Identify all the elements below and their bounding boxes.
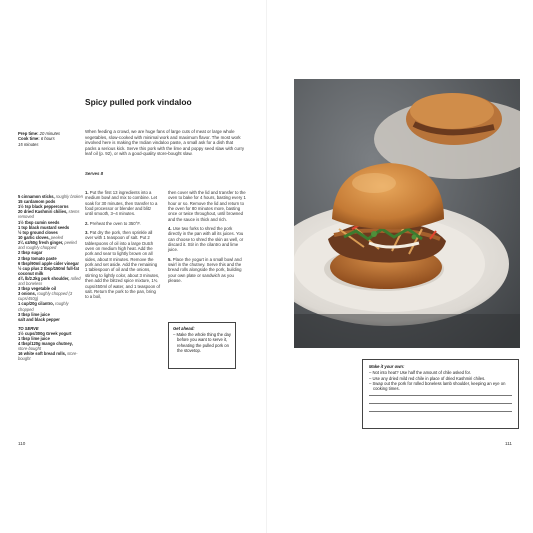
make-it-your-own-label: Make it your own: bbox=[369, 364, 405, 369]
to-serve-label: TO SERVE bbox=[18, 325, 39, 331]
cook-value: 6 hours bbox=[40, 136, 55, 142]
ingredient-item bbox=[18, 266, 84, 276]
ingredient-quantity: 1 cup/20g cilantro, bbox=[18, 301, 54, 307]
method-step bbox=[85, 230, 160, 299]
ingredient-quantity: 2 tbsp tomato paste bbox=[18, 255, 57, 261]
recipe-title: Spicy pulled pork vindaloo bbox=[85, 97, 192, 107]
ingredient-quantity: salt and black pepper bbox=[18, 316, 60, 322]
step-number: 1. bbox=[85, 190, 89, 195]
ingredient-quantity: 15 cardamom pods bbox=[18, 199, 56, 205]
recipe-intro: When feeding a crowd, we are huge fans of large cuts of meat or large whole vegetables, slow-cooked with minimal work and maximum flavor. The most work involved here is making the Indian vindaloo paste, a small ask for a dish that packs a serious kick. Serve this pork with the lime and poppy seed slaw with curry leaf oil (p. 92), or with a good-quality store-bought slaw. bbox=[85, 129, 245, 156]
ingredient-note: store-bought bbox=[18, 346, 41, 352]
make-it-your-own-box bbox=[362, 359, 519, 429]
recipe-photo bbox=[294, 79, 520, 348]
ingredient-quantity: 1 tbsp lime juice bbox=[18, 336, 50, 342]
ingredient-quantity: 3 onions, bbox=[18, 291, 36, 297]
ingredient-quantity: 1½ cups/300g Greek yogurt bbox=[18, 330, 72, 336]
ingredient-quantity: 20 dried Kashmiri chilies, bbox=[18, 209, 68, 215]
method-step bbox=[168, 257, 246, 284]
ingredient-quantity: 3 tbsp vegetable oil bbox=[18, 286, 56, 292]
ingredient-quantity: 5 cinnamon sticks, bbox=[18, 194, 55, 199]
ingredient-quantity: 2¼ oz/60g fresh ginger, bbox=[18, 240, 64, 246]
method-step bbox=[168, 226, 246, 253]
step-text: then cover with the lid and transfer to the oven to bake for 4 hours, basting every 1 hour or so. Remove the lid and return to the oven for 80 minutes more, basting once or twice throughout, until browned and the sauce is thick and rich. bbox=[168, 190, 246, 222]
method-step bbox=[85, 190, 160, 217]
prep-label: Prep time: bbox=[18, 131, 39, 136]
ingredient-quantity: 10 garlic cloves, bbox=[18, 235, 50, 241]
ingredient-quantity: ½ cup plus 2 tbsp/150ml full-fat coconut milk bbox=[18, 265, 79, 276]
note-line bbox=[369, 395, 512, 396]
page-number-left: 110 bbox=[18, 441, 26, 446]
get-ahead-label: Get ahead: bbox=[173, 326, 195, 331]
tip-item: – Not into heat? Use half the amount of chile asked for. bbox=[369, 370, 471, 376]
ingredient-note: rolled and boneless bbox=[18, 275, 81, 287]
step-text: Place the yogurt in a small bowl and swirl in the chutney. Serve this and the bread rolls alongside the pork, building your own plate or sandwich as you please. bbox=[168, 256, 242, 284]
prep-value: 20 minutes bbox=[39, 131, 61, 136]
ingredient-item bbox=[18, 209, 84, 219]
ingredient-list bbox=[18, 194, 84, 362]
ingredient-quantity: 1½ tbsp cumin seeds bbox=[18, 219, 60, 225]
page-gutter bbox=[266, 0, 267, 533]
ingredient-note: roughly chopped bbox=[18, 301, 69, 312]
ingredient-item bbox=[18, 317, 84, 322]
note-line bbox=[369, 403, 512, 404]
recipe-times bbox=[18, 131, 80, 147]
method-column-1 bbox=[85, 190, 160, 304]
ingredient-note: roughly chopped (3 cups/450g) bbox=[18, 291, 73, 302]
cook-label: Cook time: bbox=[18, 136, 40, 142]
step-number: 2. bbox=[85, 220, 89, 226]
tip-item: – Make the whole thing the day before you want to serve it, reheating the pulled pork on the stovetop. bbox=[173, 332, 231, 353]
ingredient-quantity: 4¾ lb/2.2kg pork shoulder, bbox=[18, 275, 70, 281]
ingredient-quantity: 1 tsp black mustard seeds bbox=[18, 224, 70, 230]
ingredient-note: peeled bbox=[50, 235, 64, 241]
ingredient-item bbox=[18, 240, 84, 250]
step-number: 3. bbox=[85, 230, 89, 236]
ingredient-note: store-bought bbox=[18, 351, 78, 362]
step-text: Preheat the oven to 350°F. bbox=[89, 220, 141, 226]
step-text: Use two forks to shred the pork directly in the pan with all its juices. You can choose to shred the skin as well, or discard it. Stir in the cilantro and lime juice. bbox=[168, 226, 244, 253]
ingredient-item bbox=[18, 301, 84, 311]
step-number: 5. bbox=[168, 256, 172, 262]
serves: Serves 8 bbox=[85, 171, 104, 176]
cook-extra: 15 minutes bbox=[18, 141, 39, 147]
ingredient-note: roughly broken bbox=[55, 194, 83, 199]
step-text: Put the first 13 ingredients into a medium bowl and mix to combine. Let soak for 30 minutes, then transfer to a food processor or blender and blitz until smooth, 3–4 minutes. bbox=[85, 190, 158, 217]
ingredient-item bbox=[18, 291, 84, 301]
note-line bbox=[369, 411, 512, 412]
step-text: Pat dry the pork, then sprinkle all over with 1 teaspoon of salt. Put 2 tablespoons of oil into a large Dutch oven on medium high heat. Add the pork and sear to lightly brown on all sides, about 8 minutes. Remove the pork and set aside. Add the remaining 1 tablespoon of oil and the onions, stirring to lightly color, about 3 minutes, then add the blitzed spice mixture, 1¾ cups/450ml of water, and 1 teaspoon of salt. Return the pork to the pan, bring to a boil, bbox=[85, 230, 161, 300]
method-step bbox=[85, 221, 160, 226]
tip-item: – Swap out the pork for rolled boneless lamb shoulder, keeping an eye on cooking times. bbox=[369, 380, 506, 392]
method-step bbox=[168, 190, 246, 222]
ingredient-item bbox=[18, 341, 84, 351]
page-number-right: 111 bbox=[505, 441, 512, 446]
ingredient-quantity: 1½ tsp black peppercorns bbox=[18, 204, 69, 210]
ingredient-quantity: 6 tbsp/90ml apple cider vinegar bbox=[18, 260, 79, 266]
pulled-pork-sandwich-image bbox=[294, 79, 520, 348]
ingredient-item bbox=[18, 351, 84, 361]
tip-item: – Use any dried mild red chile in place of dried Kashmiri chiles. bbox=[369, 375, 486, 381]
ingredient-quantity: 3 tbsp lime juice bbox=[18, 311, 50, 317]
ingredient-note: peeled and roughly chopped bbox=[18, 240, 77, 251]
ingredient-note: stems removed bbox=[18, 209, 80, 220]
step-number: 4. bbox=[168, 226, 172, 232]
ingredient-quantity: ½ tsp ground cloves bbox=[18, 229, 58, 235]
ingredient-item bbox=[18, 276, 84, 286]
method-column-2 bbox=[168, 190, 246, 288]
get-ahead-box bbox=[168, 322, 236, 369]
ingredient-quantity: 2 tbsp sugar bbox=[18, 250, 43, 256]
ingredient-quantity: 4 tbsp/120g mango chutney, bbox=[18, 341, 73, 347]
ingredient-quantity: 16 white soft bread rolls, bbox=[18, 351, 66, 357]
